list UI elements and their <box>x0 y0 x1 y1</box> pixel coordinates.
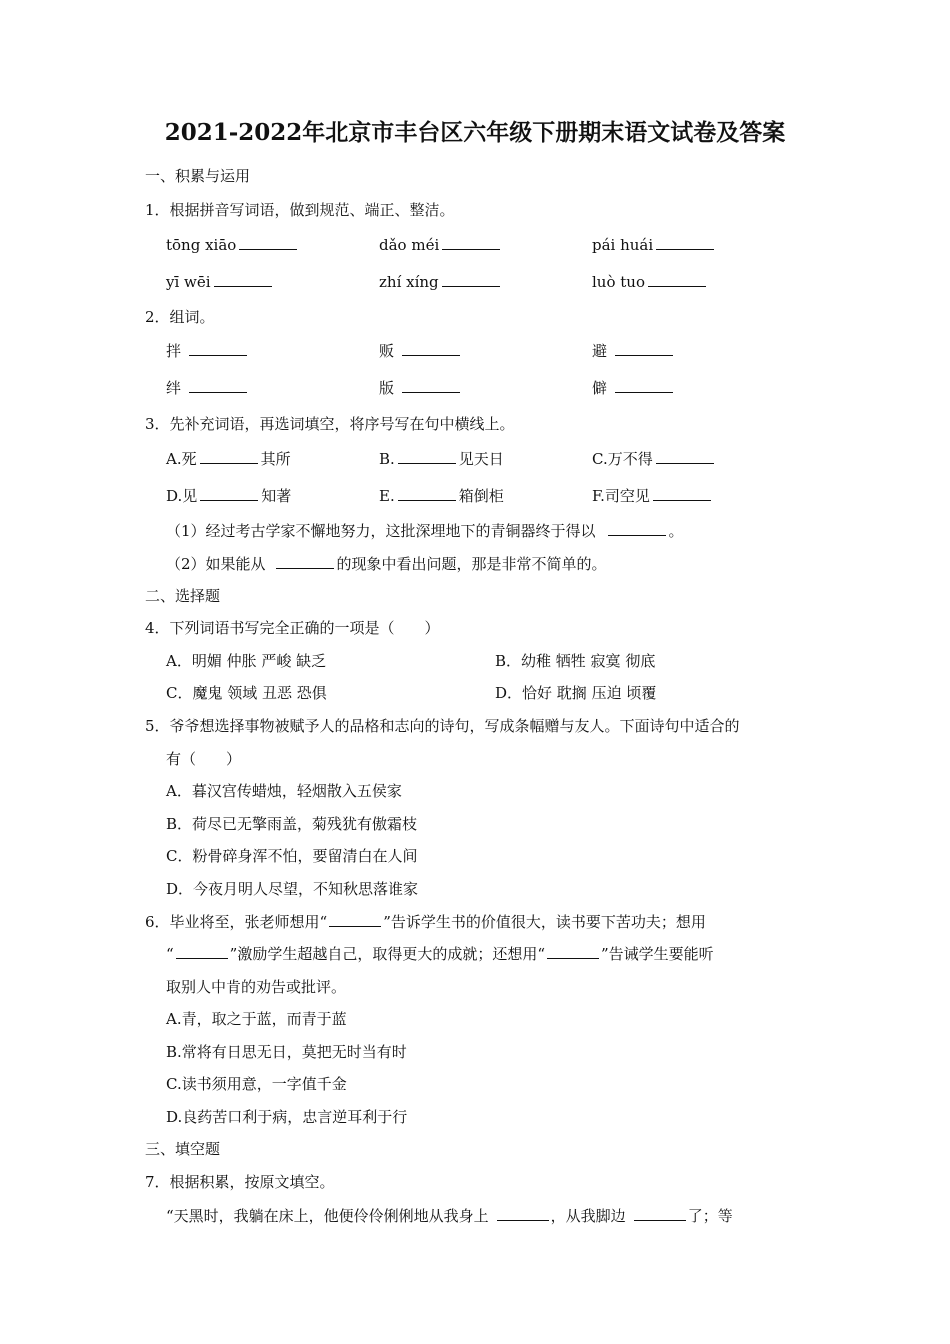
answer-blank[interactable] <box>239 235 297 250</box>
choice-option-d[interactable]: D．今夜月明人尽望，不知秋思落谁家 <box>166 880 419 898</box>
section-heading-3: 三、填空题 <box>145 1140 221 1158</box>
fill-sentence-2: （2）如果能从 的现象中看出问题，那是非常不简单的。 <box>166 555 607 573</box>
choice-option-a[interactable]: A.青，取之于蓝，而青于蓝 <box>166 1010 347 1028</box>
answer-blank[interactable] <box>402 341 460 356</box>
pinyin-item: luò tuo <box>592 272 709 292</box>
answer-blank[interactable] <box>547 944 599 959</box>
idiom-option: C.万不得 <box>592 449 717 469</box>
question-7-stem: 7．根据积累，按原文填空。 <box>145 1173 335 1191</box>
question-1-stem: 1．根据拼音写词语，做到规范、端正、整洁。 <box>145 201 455 219</box>
pinyin-item: zhí xíng <box>379 272 503 292</box>
char-item: 拌 <box>166 341 250 361</box>
pinyin-item: dǎo méi <box>379 235 503 255</box>
idiom-option: D.见 知著 <box>166 487 292 505</box>
question-6-line-1: 6．毕业将至，张老师想用“ ”告诉学生书的价值很大，读书要下苦功夫；想用 <box>145 913 706 931</box>
answer-blank[interactable] <box>189 341 247 356</box>
choice-option-a[interactable]: A．明媚 仲胀 严峻 缺乏 <box>166 652 327 670</box>
answer-blank[interactable] <box>653 486 711 501</box>
choice-option-b[interactable]: B．荷尽已无擎雨盖，菊残犹有傲霜枝 <box>166 815 418 833</box>
answer-blank[interactable] <box>398 449 456 464</box>
question-6-line-2: “ ”激励学生超越自己，取得更大的成就；还想用“ ”告诫学生要能听 <box>166 945 714 963</box>
pinyin-item: yī wēi <box>166 272 275 292</box>
answer-blank[interactable] <box>634 1206 686 1221</box>
choice-option-c[interactable]: C．粉骨碎身浑不怕，要留清白在人间 <box>166 847 418 865</box>
answer-blank[interactable] <box>656 449 714 464</box>
answer-blank[interactable] <box>402 378 460 393</box>
choice-option-d[interactable]: D．恰好 耽搁 压迫 顷覆 <box>495 684 657 702</box>
idiom-option: F.司空见 <box>592 486 714 506</box>
answer-blank[interactable] <box>276 554 334 569</box>
answer-blank[interactable] <box>214 272 272 287</box>
section-heading-2: 二、选择题 <box>145 587 221 605</box>
question-5-stem: 5．爷爷想选择事物被赋予人的品格和志向的诗句，写成条幅赠与友人。下面诗句中适合的 <box>145 717 740 735</box>
question-2-stem: 2．组词。 <box>145 308 215 326</box>
pinyin-item: tōng xiāo <box>166 235 300 255</box>
fill-sentence-1: （1）经过考古学家不懈地努力，这批深埋地下的青铜器终于得以 。 <box>166 522 684 540</box>
answer-blank[interactable] <box>648 272 706 287</box>
question-3-stem: 3．先补充词语，再选词填空，将序号写在句中横线上。 <box>145 415 515 433</box>
answer-blank[interactable] <box>200 486 258 501</box>
answer-blank[interactable] <box>176 944 228 959</box>
answer-blank[interactable] <box>329 912 381 927</box>
answer-blank[interactable] <box>398 486 456 501</box>
section-heading-1: 一、积累与运用 <box>145 167 251 185</box>
char-item: 僻 <box>592 378 676 398</box>
char-item: 贩 <box>379 341 463 361</box>
char-item: 绊 <box>166 378 250 398</box>
idiom-option: A.死 其所 <box>166 450 291 468</box>
question-4-stem: 4．下列词语书写完全正确的一项是（ ） <box>145 619 440 637</box>
idiom-option: B. 见天日 <box>379 450 504 468</box>
question-7-line-1: “天黑时，我躺在床上，他便伶伶俐俐地从我身上 ，从我脚边 了；等 <box>166 1207 733 1225</box>
pinyin-item: pái huái <box>592 235 717 255</box>
choice-option-c[interactable]: C.读书须用意，一字值千金 <box>166 1075 347 1093</box>
page-title: 2021-2022年北京市丰台区六年级下册期末语文试卷及答案 <box>164 119 786 146</box>
choice-option-b[interactable]: B．幼稚 牺牲 寂寞 彻底 <box>495 652 656 670</box>
choice-option-b[interactable]: B.常将有日思无日，莫把无时当有时 <box>166 1043 407 1061</box>
char-item: 版 <box>379 378 463 398</box>
answer-blank[interactable] <box>615 341 673 356</box>
answer-blank[interactable] <box>200 449 258 464</box>
choice-option-a[interactable]: A．暮汉宫传蜡烛，轻烟散入五侯家 <box>166 782 402 800</box>
idiom-option: E. 箱倒柜 <box>379 487 504 505</box>
answer-blank[interactable] <box>608 521 666 536</box>
char-item: 避 <box>592 341 676 361</box>
answer-blank[interactable] <box>656 235 714 250</box>
choice-option-d[interactable]: D.良药苦口利于病，忠言逆耳利于行 <box>166 1108 408 1126</box>
answer-blank[interactable] <box>442 235 500 250</box>
answer-blank[interactable] <box>442 272 500 287</box>
answer-blank[interactable] <box>615 378 673 393</box>
question-5-stem-cont: 有（ ） <box>166 750 242 768</box>
answer-blank[interactable] <box>189 378 247 393</box>
question-6-line-3: 取别人中肯的劝告或批评。 <box>166 978 347 996</box>
answer-blank[interactable] <box>497 1206 549 1221</box>
choice-option-c[interactable]: C．魔鬼 领域 丑恶 恐俱 <box>166 684 327 702</box>
